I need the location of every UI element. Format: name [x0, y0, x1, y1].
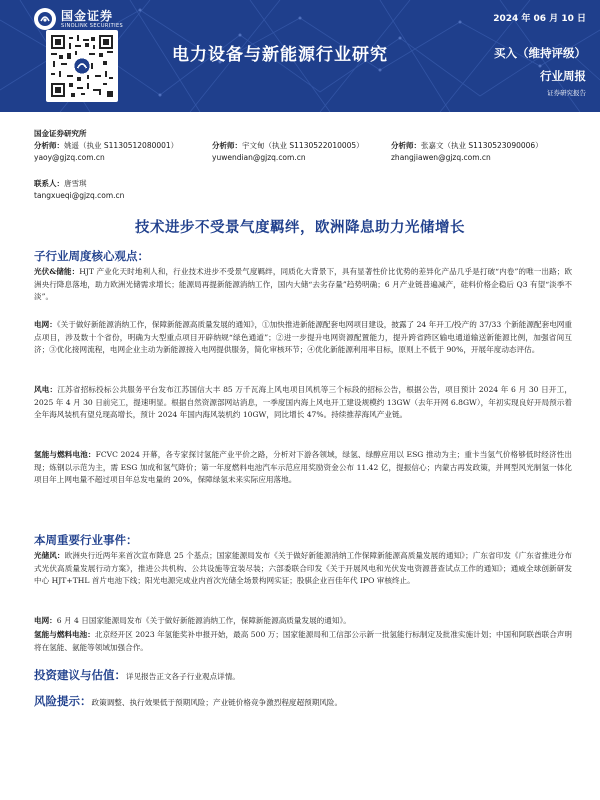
main-title: 技术进步不受景气度羁绊，欧洲降息助力光储增长 [135, 220, 465, 236]
paragraph-text: 江苏省招标投标公共服务平台发布江苏国信大丰 85 万千瓦海上风电项目风机等三个标段的招标公告，根据公告，项目预计 2024 年 6 月 30 日开工，2025 年 4 月 30 日前完工，提速明显。根据自然资源部网站消息，一季度国内海上风电开工建设规模约 13GW（去年开网 6.8GW），年初实现良好开局预示着全年海风装机有望兑现高增长，预计 2024 年国内海风装机约 10GW，同比增长 47%。持续推荐海风产业链。 [34, 385, 572, 420]
risk-text: 政策调整、执行效果低于预期风险；产业链价格竞争激烈程度超预期风险。 [91, 698, 343, 707]
brand-name-en: SINOLINK SECURITIES [61, 22, 124, 29]
analyst-email[interactable]: yuwendian@gjzq.com.cn [212, 153, 306, 162]
analyst-email[interactable]: yaoy@gjzq.com.cn [34, 153, 105, 162]
risk-warning [34, 694, 572, 710]
analyst-role: 分析师： [391, 141, 421, 150]
paragraph-text: 《关于做好新能源消纳工作，保障新能源高质量发展的通知》，①加快推进新能源配套电网项目建设，披露了 24 年开工/投产的 37/33 个新能源配套电网重点项目，涉及数十个省份，明确为大型重点项目开辟纳规“绿色通道”；②进一步提升电网资源配置能力，提升跨省跨区输电通道输送新能源比例，加强省间互济；③优化接网流程，电网企业主动为新能源接入电网提供服务，简化审核环节；④优化新能源利用率目标，原则上不低于 90%，开展年度动态评估。 [34, 320, 572, 355]
paragraph-text: FCVC 2024 开幕，各专家探讨氢能产业平价之路，分析对下游各领域，绿氢、绿醇应用以 ESG 推动为主；重卡当氢气价格够低时经济性出现；炼钢以示范为主，需 ESG 加成和氢气降价；第一年度燃料电池汽车示范应用奖励资金公布 11.42 亿，提振信心；内蒙古再发政策，并网型风光制氢一体化项目年上网电量不超过项目年总发电量的 20%，保障绿氢未来实际应用落地。 [34, 450, 572, 485]
core-views-heading: 子行业周度核心观点： [34, 249, 149, 263]
core-paragraph-solar-storage [34, 266, 572, 304]
analyst-role: 分析师： [212, 141, 242, 150]
analyst-3 [391, 140, 543, 164]
brand-name-cn: 国金证券 [61, 8, 114, 23]
paragraph-text: 欧洲央行近两年来首次宣布降息 25 个基点；国家能源局发布《关于做好新能源消纳工作保障新能源高质量发展的通知》；广东省印发《广东省推进分布式光伏高质量发展行动方案》，推进公共机构、公共设施等宜装尽装；六部委联合印发《关于开展风电和光伏发电资源普查试点工作的通知》；通威全球创新研发中心 HJT+THL 首片电池下线；阳光电源完成业内首次光储全场景构网实证；股骐企业百佳年代 IPO 审核终止。 [34, 551, 573, 586]
analyst-2 [212, 140, 364, 164]
event-paragraph-grid [34, 615, 572, 628]
investment-text: 详见报告正文各子行业观点详情。 [126, 672, 240, 681]
paragraph-lead: 风电： [34, 385, 58, 394]
report-date: 2024 年 06 月 10 日 [493, 14, 586, 24]
core-paragraph-grid [34, 319, 572, 357]
contact-role: 联系人： [34, 179, 64, 188]
contact-person [34, 178, 124, 202]
institute-name: 国金证券研究所 [34, 129, 87, 138]
paragraph-lead: 电网： [34, 616, 57, 625]
investment-advice [34, 668, 572, 684]
events-heading: 本周重要行业事件： [34, 533, 138, 547]
report-title: 电力设备与新能源行业研究 [172, 45, 388, 65]
analyst-email[interactable]: zhangjiawen@gjzq.com.cn [391, 153, 491, 162]
core-paragraph-wind [34, 384, 572, 422]
report-header [0, 0, 600, 112]
risk-heading: 风险提示： [34, 694, 92, 708]
paragraph-lead: 电网： [34, 320, 57, 329]
paragraph-lead: 氢能与燃料电池： [34, 630, 95, 639]
contact-name: 唐雪琪 [64, 179, 87, 188]
report-type: 行业周报 [540, 69, 586, 83]
analyst-name: 宇文甸（执业 S1130522010005） [242, 141, 364, 150]
investment-heading: 投资建议与估值： [34, 668, 126, 682]
brand-logo [34, 8, 123, 30]
event-paragraph-solar-storage-wind [34, 550, 572, 588]
analyst-1 [34, 140, 178, 164]
analyst-role: 分析师： [34, 141, 64, 150]
contact-email[interactable]: tangxueqi@gjzq.com.cn [34, 191, 125, 200]
paragraph-text: 北京经开区 2023 年氢能奖补申报开始，最高 500 万；国家能源局和工信部公示新一批氢能行标制定及批准实施计划；中国和阿联酋联合声明将在氢能、氨能等领域加强合作。 [34, 630, 572, 652]
paragraph-lead: 光伏&储能： [34, 267, 80, 276]
event-paragraph-hydrogen [34, 629, 572, 654]
core-paragraph-hydrogen [34, 449, 572, 487]
analyst-name: 姚遥（执业 S1130512080001） [64, 141, 179, 150]
sinolink-logo-icon [34, 8, 56, 30]
rating-badge: 买入（维持评级） [494, 46, 586, 60]
analyst-name: 张嘉文（执业 S1130523090006） [421, 141, 543, 150]
paragraph-lead: 光储风： [34, 551, 65, 560]
paragraph-text: HJT 产业化天时地利人和，行业技术进步不受景气度羁绊，同质化大背景下，具有显著性价比优势的差异化产品几乎是打破“内卷”的唯一出路；欧洲央行降息落地，助力欧洲光储需求增长；能源局再提新能源消纳工作，国内大储“去劣存量”趋势明确；6 月产业链普遍减产，硅料价格企稳后 Q3 有望“淡季不淡”。 [34, 267, 572, 302]
qr-code-icon [46, 30, 118, 102]
paragraph-text: 6 月 4 日国家能源局发布《关于做好新能源消纳工作，保障新能源高质量发展的通知》。 [56, 616, 351, 625]
report-subtitle: 证券研究报告 [547, 89, 586, 97]
paragraph-lead: 氢能与燃料电池： [34, 450, 96, 459]
